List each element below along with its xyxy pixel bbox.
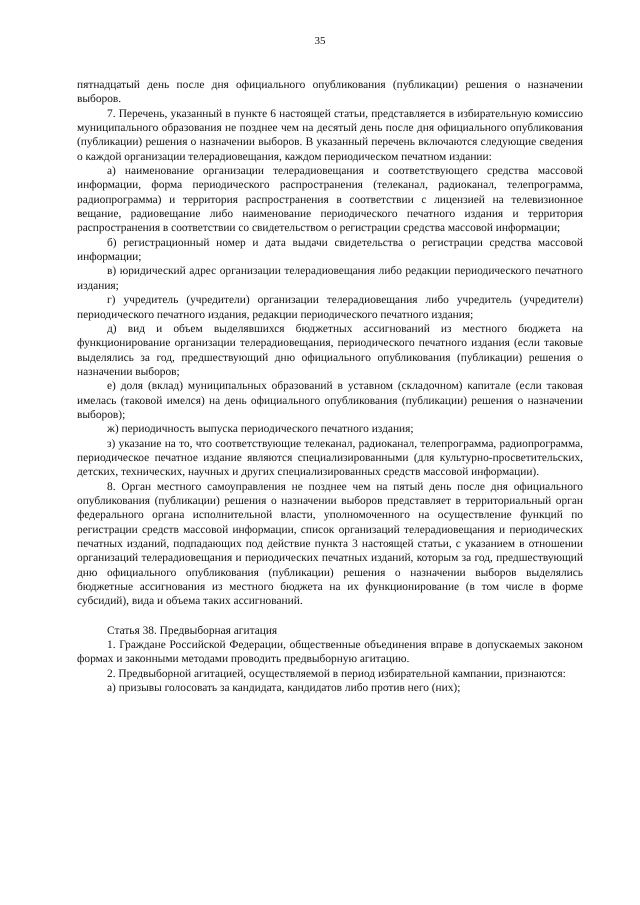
- paragraph: е) доля (вклад) муниципальных образований в уставном (складочном) капитале (если таковая имелась (таковой имелся) на день официального опубликования (публикации) решения о назначении выборов);: [77, 380, 583, 421]
- paragraph: 8. Орган местного самоуправления не позднее чем на пятый день после дня официального опубликования (публикации) решения о назначении выборов представляет в территориальный орган федерального органа исполнительной власти, уполномоченного на осуществление функций по регистрации средств массовой информации, список организаций телерадиовещания и периодических печатных изданий, подпадающих под действие пункта 3 настоящей статьи, с указанием в отношении организаций телерадиовещания и периодических печатных изданий, которым за год, предшествующий дню официального опубликования (публикации) решения о назначении выборов выделялись бюджетные ассигнования из местного бюджета на их функционирование (в том числе в форме субсидий), вида и объема таких ассигнований.: [77, 480, 583, 608]
- paragraph: 7. Перечень, указанный в пункте 6 настоящей статьи, представляется в избирательную комиссию муниципального образования не позднее чем на десятый день после дня официального опубликования (публикации) решения о назначении выборов. В указанный перечень включаются следующие сведения о каждой организации телерадиовещания, каждом периодическом печатном издании:: [77, 107, 583, 163]
- page-number: 35: [314, 35, 326, 47]
- paragraph: в) юридический адрес организации телерадиовещания либо редакции периодического печатного издания;: [77, 265, 583, 292]
- paragraph: з) указание на то, что соответствующие телеканал, радиоканал, телепрограмма, радиопрограмма, периодическое печатное издание являются специализированными (для культурно-просветительских, детских, технических, научных и других специализированных средств массовой информации).: [77, 437, 583, 479]
- document-body: [77, 78, 583, 695]
- paragraph: д) вид и объем выделявшихся бюджетных ассигнований из местного бюджета на функционирование организации телерадиовещания, периодического печатного издания (если таковые выделялись за год, предшествующий дню официального опубликования (публикации) решения о назначении выборов;: [77, 322, 583, 378]
- paragraph: а) призывы голосовать за кандидата, кандидатов либо против него (них);: [107, 682, 461, 695]
- paragraph: ж) периодичность выпуска периодического печатного издания;: [107, 423, 414, 436]
- paragraph: а) наименование организации телерадиовещания и соответствующего средства массовой информации, форма периодического распространения (телеканал, радиоканал, телепрограмма, радиопрограмма) и территория распространения в соответствии с лицензией на телевизионное вещание, радиовещание либо наименование периодического печатного издания и территория распространения в соответствии со свидетельством о регистрации средства массовой информации;: [77, 165, 583, 235]
- paragraph: 2. Предвыборной агитацией, осуществляемой в период избирательной кампании, признаются:: [107, 667, 566, 680]
- paragraph: 1. Граждане Российской Федерации, общественные объединения вправе в допускаемых законом формах и законными методами проводить предвыборную агитацию.: [77, 639, 583, 666]
- paragraph: г) учредитель (учредители) организации телерадиовещания либо учредитель (учредители) периодического печатного издания, редакции периодического печатного издания;: [77, 294, 583, 321]
- paragraph: пятнадцатый день после дня официального опубликования (публикации) решения о назначении выборов.: [77, 79, 583, 106]
- paragraph: б) регистрационный номер и дата выдачи свидетельства о регистрации средства массовой информации;: [77, 236, 583, 264]
- article-heading: Статья 38. Предвыборная агитация: [107, 624, 278, 637]
